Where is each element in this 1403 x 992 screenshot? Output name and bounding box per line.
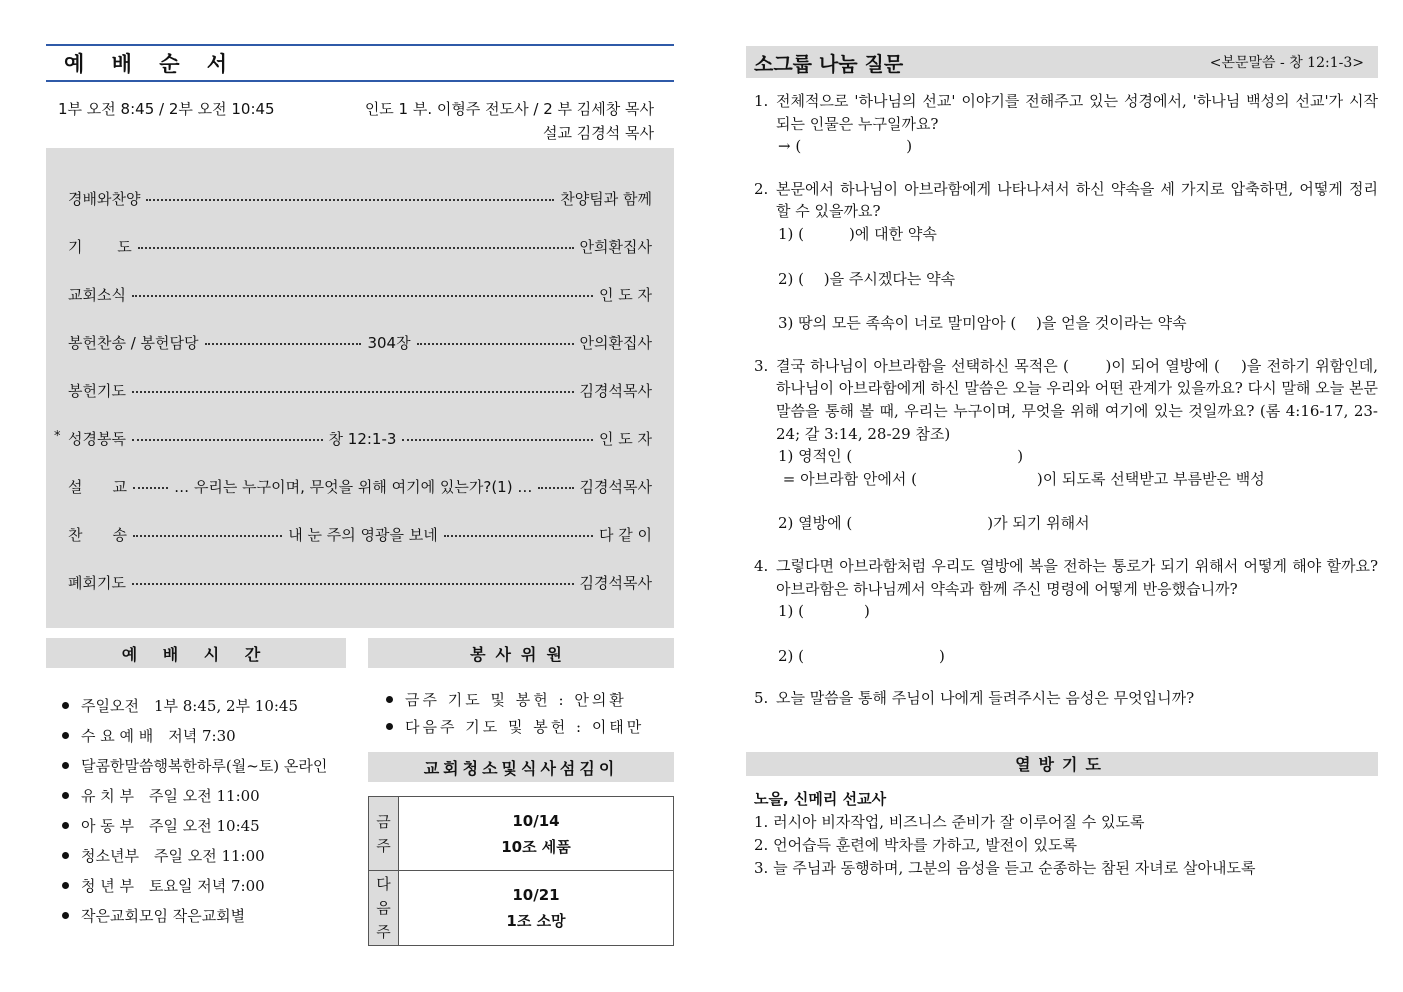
order-leader-dots	[146, 199, 554, 201]
order-item-name: 기 도	[68, 237, 132, 256]
answer-blank: → ( )	[778, 137, 913, 156]
list-item	[62, 810, 346, 840]
question-text: 전체적으로 '하나님의 선교' 이야기를 전해주고 있는 성경에서, '하나님 백성의 선교'가 시작되는 인물은 누구일까요?	[776, 92, 1378, 133]
answer-blank: 2) ( )을 주시겠다는 약속	[778, 269, 956, 288]
order-row	[68, 174, 652, 222]
order-leader-dots	[132, 391, 574, 393]
order-item-name: 봉헌기도	[68, 381, 126, 400]
question-line	[754, 555, 1378, 600]
table-row	[369, 871, 673, 945]
question-item	[746, 90, 1378, 158]
order-item-person: 인 도 자	[598, 285, 652, 304]
question-number: 1.	[754, 92, 769, 110]
question-text: 그렇다면 아브라함처럼 우리도 열방에 복을 전하는 통로가 되기 위해서 어떻게 해야 할까요? 아브라함은 하나님께서 약속과 함께 주신 명령에 어떻게 반응했습니까?	[776, 556, 1378, 598]
question-line	[754, 90, 1378, 135]
order-leader-dots	[132, 439, 323, 441]
cleaning-week-char: 금	[376, 812, 391, 831]
volunteers-panel	[368, 638, 674, 946]
worship-time-text: 청소년부 주일 오전 11:00	[81, 846, 265, 865]
question-text: 결국 하나님이 아브라함을 선택하신 목적은 ( )이 되어 열방에 ( )을 전하기 위함인데, 하나님이 아브라함에게 하신 말씀은 오늘 우리와 어떤 관계가 있을까요? 다시 말해 오늘 본문 말씀을 통해 볼 때, 우리는 누구이며, 무엇을 위해 여기에 있는 것일까요? (롬 4:16-17, 23-24; 갈 3:14, 28-29 참조)	[776, 356, 1378, 443]
order-item-name: 폐회기도	[68, 573, 126, 592]
answer-blank: 1) 영적인 ( )	[778, 447, 1024, 466]
order-item-name: 설 교	[68, 477, 127, 496]
order-row	[68, 366, 652, 414]
bullet-icon	[62, 912, 69, 919]
answer-blank: 2) ( )	[778, 646, 945, 665]
question-number: 5.	[754, 689, 769, 708]
order-item-person: 찬양팀과 함께	[560, 189, 652, 208]
order-row	[54, 414, 653, 462]
worship-time-text: 유 치 부 주일 오전 11:00	[81, 786, 260, 805]
list-item	[62, 870, 346, 900]
order-item-person: 안희환집사	[579, 237, 652, 256]
cleaning-team: 10조 세품	[501, 837, 571, 856]
answer-blank: = 아브라함 안에서 ( )이 되도록 선택받고 부름받은 백성	[778, 469, 1265, 488]
volunteer-text: 다음주 기도 및 봉헌 : 이태만	[405, 718, 645, 736]
small-group-title-bar	[746, 46, 1378, 78]
order-item-detail: 304장	[367, 333, 411, 352]
order-box	[46, 148, 674, 628]
bullet-icon	[62, 702, 69, 709]
worship-time-text: 작은교회모임 작은교회별	[81, 906, 246, 925]
worship-order-title: 예 배 순 서	[46, 44, 674, 82]
order-item-person: 김경석목사	[579, 477, 652, 496]
question-item	[746, 355, 1378, 535]
service-times: 1부 오전 8:45 / 2부 오전 10:45	[58, 100, 275, 118]
bullet-icon	[62, 762, 69, 769]
question-number: 3.	[754, 356, 769, 375]
bullet-icon	[62, 792, 69, 799]
order-leader-dots	[205, 343, 362, 345]
prayer-item: 1. 러시아 비자작업, 비즈니스 준비가 잘 이루어질 수 있도록	[754, 812, 1145, 831]
order-item-person: 인 도 자	[599, 429, 653, 448]
service-info	[46, 82, 674, 148]
cleaning-table	[368, 796, 674, 946]
order-leader-dots	[133, 535, 282, 537]
order-leader-dots	[132, 295, 593, 297]
question-line	[754, 687, 1378, 710]
cleaning-week-char: 주	[376, 923, 391, 941]
cleaning-team-cell	[399, 871, 673, 945]
bullet-icon	[62, 852, 69, 859]
order-leader-dots	[133, 487, 168, 489]
order-item-detail: 창 12:1-3	[328, 429, 397, 448]
order-row	[68, 462, 652, 510]
order-row	[68, 318, 652, 366]
order-item-name: 봉헌찬송 / 봉헌담당	[68, 333, 199, 352]
answer-blank: 1) ( )에 대한 약속	[778, 224, 937, 243]
order-item-detail: … 우리는 누구이며, 무엇을 위해 여기에 있는가?(1) …	[174, 477, 533, 496]
order-item-name: 교회소식	[68, 285, 126, 304]
order-item-name: 성경봉독	[68, 429, 126, 448]
question-item	[746, 555, 1378, 667]
prayer-heading: 열방기도	[746, 752, 1378, 776]
bullet-icon	[62, 822, 69, 829]
worship-time-text: 아 동 부 주일 오전 10:45	[81, 816, 260, 835]
worship-order-panel	[46, 44, 674, 958]
cleaning-date: 10/14	[512, 811, 560, 830]
volunteer-text: 금주 기도 및 봉헌 : 안의환	[405, 691, 627, 709]
list-item	[62, 690, 346, 720]
list-item	[62, 720, 346, 750]
list-item	[62, 840, 346, 870]
worship-time-text: 청 년 부 토요일 저녁 7:00	[81, 876, 265, 895]
worship-time-text: 수 요 예 배 저녁 7:30	[81, 726, 236, 745]
cleaning-date: 10/21	[512, 886, 560, 904]
cleaning-week-char: 주	[376, 836, 391, 855]
list-item	[62, 780, 346, 810]
leader-line: 인도 1 부. 이형주 전도사 / 2 부 김세창 목사	[364, 100, 654, 118]
order-leader-dots	[538, 487, 573, 489]
list-item	[62, 750, 346, 780]
list-item	[62, 900, 346, 930]
question-number: 2.	[754, 179, 769, 198]
worship-times-heading: 예 배 시 간	[46, 638, 346, 668]
cleaning-week-char: 음	[376, 899, 391, 917]
worship-time-text: 주일오전 1부 8:45, 2부 10:45	[81, 696, 299, 715]
list-item	[386, 713, 674, 740]
small-group-panel	[746, 46, 1378, 880]
question-item	[746, 178, 1378, 335]
question-list	[746, 90, 1378, 710]
order-leader-dots	[138, 247, 574, 249]
order-item-detail: 내 눈 주의 영광을 보네	[288, 525, 438, 544]
cleaning-week-char: 다	[376, 875, 391, 893]
order-leader-dots	[417, 343, 574, 345]
prayer-item: 2. 언어습득 훈련에 박차를 가하고, 발전이 있도록	[754, 835, 1077, 854]
small-group-title: 소그룹 나눔 질문	[754, 51, 904, 76]
table-row	[369, 797, 673, 871]
volunteers-heading: 봉사위원	[368, 638, 674, 668]
question-line	[754, 355, 1378, 445]
worship-times-panel	[46, 638, 346, 930]
order-row	[68, 510, 652, 558]
question-number: 4.	[754, 556, 769, 575]
cleaning-week-label	[369, 797, 399, 870]
bullet-icon	[62, 882, 69, 889]
order-item-person: 김경석목사	[579, 381, 652, 400]
order-leader-dots	[132, 583, 574, 585]
prayer-body	[746, 788, 1378, 880]
cleaning-week-label	[369, 871, 399, 945]
bullet-icon	[386, 723, 393, 730]
list-item	[386, 686, 674, 713]
cleaning-team: 1조 소망	[506, 912, 566, 930]
order-row	[68, 558, 652, 606]
order-row	[68, 270, 652, 318]
order-star-mark: *	[54, 429, 61, 444]
question-text: 본문에서 하나님이 아브라함에게 나타나셔서 하신 약속을 세 가지로 압축하면, 어떻게 정리할 수 있을까요?	[776, 179, 1378, 221]
order-item-person: 다 같 이	[599, 525, 653, 544]
question-line	[754, 178, 1378, 223]
scripture-reference: <본문말씀 - 창 12:1-3>	[1209, 55, 1364, 71]
prayer-item: 3. 늘 주님과 동행하며, 그분의 음성을 듣고 순종하는 참된 자녀로 살아내도록	[754, 858, 1256, 877]
cleaning-heading: 교회청소및식사섬김이	[368, 752, 674, 782]
answer-blank: 1) ( )	[778, 602, 870, 621]
answer-blank: 2) 열방에 ( )가 되기 위해서	[778, 514, 1090, 533]
order-leader-dots	[402, 439, 593, 441]
question-item	[746, 687, 1378, 710]
sermon-line: 설교 김경석 목사	[543, 124, 654, 142]
bullet-icon	[62, 732, 69, 739]
bullet-icon	[386, 696, 393, 703]
answer-blank: 3) 땅의 모든 족속이 너로 말미암아 ( )을 얻을 것이라는 약속	[778, 314, 1187, 333]
worship-time-text: 달콤한말씀행복한하루(월~토) 온라인	[81, 756, 328, 775]
order-item-name: 경배와찬양	[68, 189, 141, 208]
order-item-person: 안의환집사	[579, 333, 652, 352]
order-row	[68, 222, 652, 270]
order-item-name: 찬 송	[68, 525, 127, 544]
missionary-name: 노을, 신메리 선교사	[754, 789, 887, 808]
question-text: 오늘 말씀을 통해 주님이 나에게 들려주시는 음성은 무엇입니까?	[776, 689, 1195, 708]
cleaning-team-cell	[399, 797, 673, 870]
order-item-person: 김경석목사	[579, 573, 652, 592]
order-leader-dots	[444, 535, 593, 537]
